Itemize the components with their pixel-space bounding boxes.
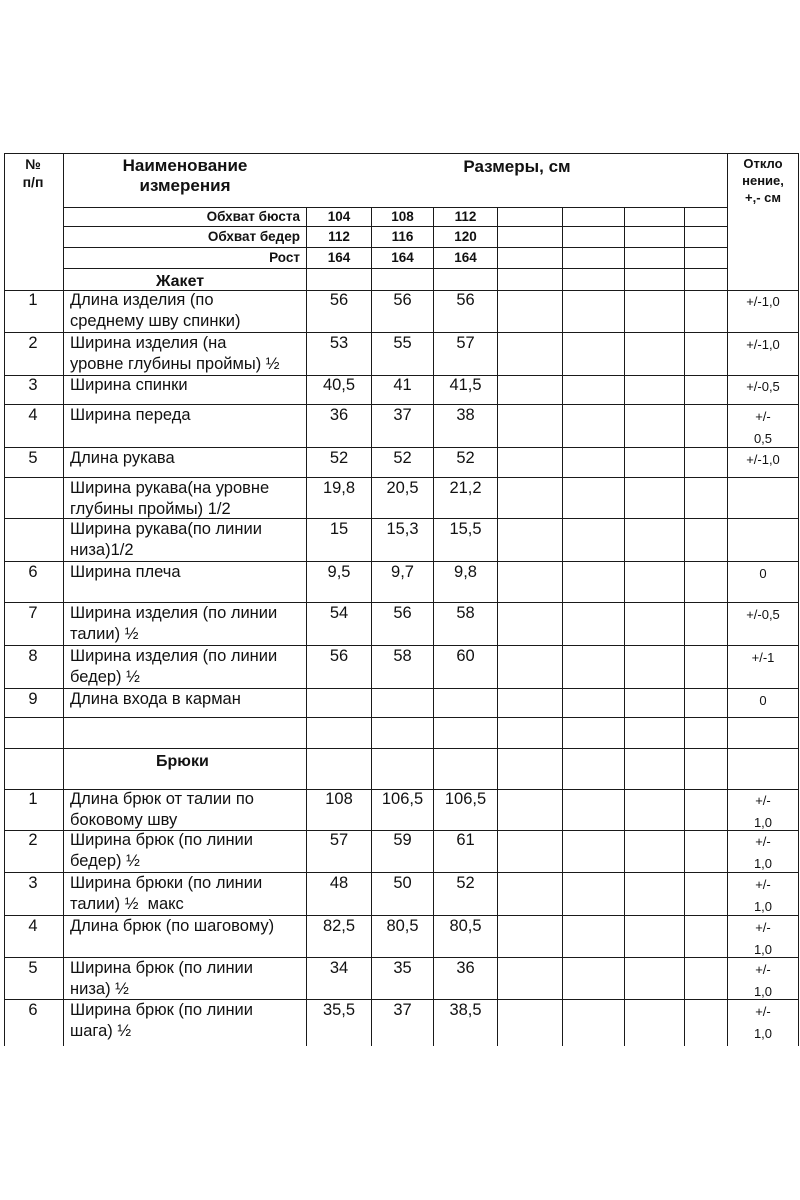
param-label: Рост: [269, 250, 300, 265]
row-size-value: 56: [393, 291, 412, 309]
param-value: 120: [454, 229, 477, 244]
param-value: 116: [391, 229, 414, 244]
row-size-value: 41,5: [449, 376, 482, 394]
row-tolerance: +/-0,5: [746, 379, 780, 394]
row-size-value: 9,5: [327, 563, 351, 581]
row-size-value: 80,5: [386, 917, 419, 935]
row-tolerance: +/- 1,0: [753, 920, 773, 957]
param-value: 164: [327, 250, 351, 265]
row-number: 4: [28, 917, 38, 935]
row-size-value: 20,5: [386, 479, 419, 497]
row-size-value: 52: [393, 449, 412, 467]
row-measurement-name: Ширина спинки: [70, 376, 188, 394]
row-size-value: 48: [329, 874, 349, 892]
row-size-value: 57: [456, 334, 475, 352]
row-size-value: 80,5: [449, 917, 482, 935]
row-size-value: 9,7: [391, 563, 414, 581]
row-number: 1: [28, 790, 38, 808]
row-size-value: 52: [456, 874, 475, 892]
row-size-value: 9,8: [454, 563, 477, 581]
row-size-value: 59: [393, 831, 412, 849]
row-measurement-name: Ширина брюк (по линии бедер) ½: [70, 831, 253, 870]
row-measurement-name: Ширина рукава(по линии низа)1/2: [70, 520, 262, 559]
grid-line-vertical: [624, 207, 625, 1046]
grid-line-vertical: [798, 153, 799, 1046]
row-number: 7: [28, 604, 38, 622]
row-size-value: 19,8: [322, 479, 356, 497]
row-size-value: 36: [329, 406, 349, 424]
row-number: 5: [28, 959, 38, 977]
row-measurement-name: Длина брюк от талии по боковому шву: [70, 790, 254, 829]
header-deviation: Откло нение, +,- см: [742, 156, 784, 205]
row-tolerance: +/- 1,0: [753, 793, 773, 830]
row-number: 2: [28, 831, 38, 849]
row-measurement-name: Ширина плеча: [70, 563, 181, 581]
row-number: 5: [28, 449, 38, 467]
grid-line-horizontal: [4, 717, 799, 718]
row-size-value: 37: [393, 1001, 412, 1019]
row-measurement-name: Ширина брюк (по линии низа) ½: [70, 959, 253, 998]
row-measurement-name: Длина рукава: [70, 449, 175, 467]
row-size-value: 52: [456, 449, 475, 467]
section-title-jacket: Жакет: [156, 273, 205, 290]
row-size-value: 56: [329, 291, 349, 309]
row-size-value: 37: [393, 406, 412, 424]
param-value: 104: [327, 209, 351, 224]
row-size-value: 58: [393, 647, 412, 665]
row-number: 3: [28, 376, 38, 394]
row-measurement-name: Ширина переда: [70, 406, 191, 424]
grid-line-vertical: [497, 207, 498, 1046]
row-size-value: 15,5: [449, 520, 482, 538]
param-value: 164: [391, 250, 414, 265]
row-tolerance: +/- 1,0: [753, 834, 773, 871]
row-tolerance: +/-1,0: [746, 294, 780, 309]
row-size-value: 15: [329, 520, 349, 538]
row-tolerance: +/- 1,0: [753, 962, 773, 999]
param-value: 108: [391, 209, 414, 224]
param-label: Обхват бюста: [206, 209, 300, 224]
row-size-value: 36: [456, 959, 475, 977]
row-size-value: 21,2: [449, 479, 482, 497]
row-size-value: 56: [329, 647, 349, 665]
grid-line-horizontal: [63, 268, 728, 269]
row-size-value: 54: [329, 604, 349, 622]
section-title-trousers: Брюки: [156, 753, 209, 770]
grid-line-vertical: [562, 207, 563, 1046]
row-size-value: 58: [456, 604, 475, 622]
row-number: 2: [28, 334, 38, 352]
row-measurement-name: Ширина изделия (на уровне глубины проймы) ½: [70, 334, 280, 373]
row-size-value: 35,5: [322, 1001, 356, 1019]
row-size-value: 38: [456, 406, 475, 424]
param-label: Обхват бедер: [207, 229, 300, 244]
grid-line-vertical: [4, 153, 5, 1046]
row-size-value: 57: [329, 831, 349, 849]
row-tolerance: +/- 1,0: [753, 877, 773, 914]
row-size-value: 41: [393, 376, 412, 394]
row-number: 4: [28, 406, 38, 424]
row-tolerance: +/- 1,0: [753, 1004, 773, 1041]
param-value: 112: [454, 209, 477, 224]
row-size-value: 15,3: [386, 520, 419, 538]
row-tolerance: +/-1: [751, 650, 775, 665]
row-size-value: 56: [456, 291, 475, 309]
row-number: 3: [28, 874, 38, 892]
row-size-value: 61: [456, 831, 475, 849]
row-size-value: 82,5: [322, 917, 356, 935]
header-measurement-name: Наименование измерения: [122, 156, 248, 195]
grid-line-horizontal: [4, 748, 799, 749]
row-measurement-name: Ширина брюки (по линии талии) ½ макс: [70, 874, 263, 913]
row-size-value: 38,5: [449, 1001, 482, 1019]
row-number: 6: [28, 563, 38, 581]
row-tolerance: +/-1,0: [746, 337, 780, 352]
row-size-value: 40,5: [322, 376, 356, 394]
row-number: 1: [28, 291, 38, 309]
row-size-value: 55: [393, 334, 412, 352]
row-size-value: 35: [393, 959, 412, 977]
header-number: № п/п: [22, 156, 44, 190]
row-measurement-name: Ширина рукава(на уровне глубины проймы) 1/2: [70, 479, 270, 518]
row-size-value: 106,5: [444, 790, 487, 808]
row-size-value: 34: [329, 959, 349, 977]
row-tolerance: +/- 0,5: [753, 409, 773, 446]
row-measurement-name: Длина брюк (по шаговому): [70, 917, 275, 935]
row-measurement-name: Ширина изделия (по линии талии) ½: [70, 604, 278, 643]
row-size-value: 108: [325, 790, 353, 808]
row-number: 9: [28, 690, 38, 708]
row-size-value: 60: [456, 647, 475, 665]
grid-line-vertical: [684, 207, 685, 1046]
row-number: 6: [28, 1001, 38, 1019]
row-size-value: 53: [329, 334, 349, 352]
param-value: 164: [454, 250, 477, 265]
row-measurement-name: Длина входа в карман: [70, 690, 241, 708]
row-size-value: 52: [329, 449, 349, 467]
row-measurement-name: Ширина изделия (по линии бедер) ½: [70, 647, 278, 686]
row-tolerance: +/-0,5: [746, 607, 780, 622]
row-measurement-name: Ширина брюк (по линии шага) ½: [70, 1001, 253, 1040]
row-tolerance: 0: [759, 693, 767, 708]
row-size-value: 56: [393, 604, 412, 622]
grid-line-vertical: [63, 153, 64, 1046]
header-sizes: Размеры, см: [463, 157, 571, 176]
row-number: 8: [28, 647, 38, 665]
param-value: 112: [328, 229, 350, 244]
row-size-value: 50: [393, 874, 412, 892]
row-size-value: 106,5: [381, 790, 424, 808]
row-measurement-name: Длина изделия (по среднему шву спинки): [70, 291, 241, 330]
row-tolerance: 0: [759, 566, 767, 581]
grid-line-horizontal: [4, 153, 799, 154]
row-tolerance: +/-1,0: [746, 452, 780, 467]
